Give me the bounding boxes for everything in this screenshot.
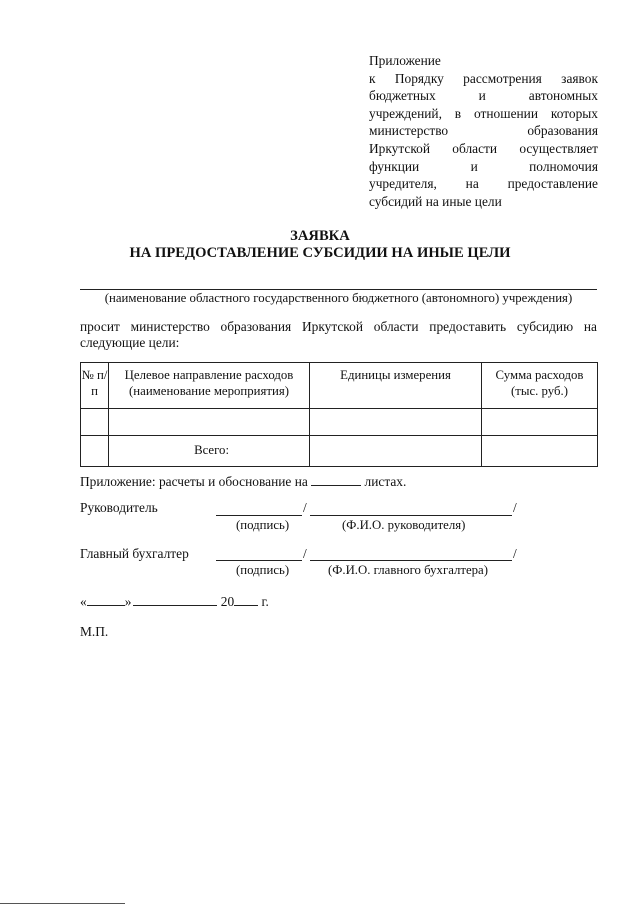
head-name-caption: (Ф.И.О. руководителя): [342, 518, 466, 532]
total-label: Всего:: [109, 436, 310, 467]
day-field[interactable]: [87, 593, 125, 606]
table-cell[interactable]: [482, 436, 598, 467]
accountant-name-field[interactable]: [310, 560, 512, 561]
close-quote: »: [124, 594, 132, 609]
sheet-count-field[interactable]: [311, 473, 361, 486]
year-field[interactable]: [234, 593, 258, 606]
accountant-signature-field[interactable]: [216, 560, 302, 561]
date-line: [80, 593, 269, 610]
accountant-sign-caption: (подпись): [236, 563, 290, 577]
table-total-row: [81, 436, 598, 467]
document-subtitle: НА ПРЕДОСТАВЛЕНИЕ СУБСИДИИ НА ИНЫЕ ЦЕЛИ: [129, 245, 511, 261]
attachment-prefix: Приложение: расчеты и обоснование на: [80, 474, 308, 489]
table-cell[interactable]: [310, 436, 482, 467]
request-line-2: следующие цели:: [80, 335, 180, 350]
head-label: Руководитель: [80, 500, 158, 515]
slash: /: [513, 500, 517, 515]
request-paragraph: [80, 319, 597, 351]
accountant-label: Главный бухгалтер: [80, 546, 189, 561]
annex-block: [369, 52, 598, 210]
institution-name-line: [80, 289, 597, 290]
header-units: Единицы измерения: [310, 363, 482, 409]
month-field[interactable]: [133, 593, 217, 606]
accountant-name-caption: (Ф.И.О. главного бухгалтера): [328, 563, 488, 577]
century: 20: [220, 594, 235, 609]
attachment-suffix: листах.: [364, 474, 407, 489]
head-signature-field[interactable]: [216, 515, 302, 516]
table-cell[interactable]: [81, 436, 109, 467]
table-cell[interactable]: [482, 409, 598, 436]
head-sign-caption: (подпись): [236, 518, 290, 532]
table-cell[interactable]: [81, 409, 109, 436]
header-amount: Сумма расходов (тыс. руб.): [482, 363, 598, 409]
footnote-separator: [0, 903, 125, 904]
table-header-row: [81, 363, 598, 409]
year-suffix: г.: [261, 594, 269, 609]
slash: /: [303, 500, 307, 515]
annex-line: министерство образования: [369, 123, 598, 139]
annex-line: учредителя, на предоставление: [369, 176, 598, 192]
annex-line: Иркутской области осуществляет: [369, 140, 598, 156]
annex-line: Приложение: [369, 53, 441, 68]
document-title: ЗАЯВКА: [290, 228, 350, 244]
annex-line: функции и полномочия: [369, 158, 598, 174]
annex-line: учреждений, в отношении которых: [369, 105, 598, 121]
header-number: № п/п: [81, 363, 109, 409]
annex-line: субсидий на иные цели: [369, 193, 502, 209]
table-row: [81, 409, 598, 436]
institution-caption: (наименование областного государственного бюджетного (автономного) учреждения): [104, 291, 573, 305]
request-line-1: просит министерство образования Иркутской области предоставить субсидию на: [80, 319, 597, 334]
stamp-place: М.П.: [80, 624, 109, 639]
open-quote: «: [80, 594, 87, 609]
slash: /: [303, 546, 307, 561]
annex-line: к Порядку рассмотрения заявок: [369, 70, 598, 86]
annex-line: бюджетных и автономных: [369, 88, 598, 104]
table-cell[interactable]: [109, 409, 310, 436]
attachment-line: [80, 473, 406, 490]
slash: /: [513, 546, 517, 561]
table-cell[interactable]: [310, 409, 482, 436]
head-name-field[interactable]: [310, 515, 512, 516]
header-purpose: Целевое направление расходов (наименование мероприятия): [109, 363, 310, 409]
purposes-table: [80, 362, 598, 467]
